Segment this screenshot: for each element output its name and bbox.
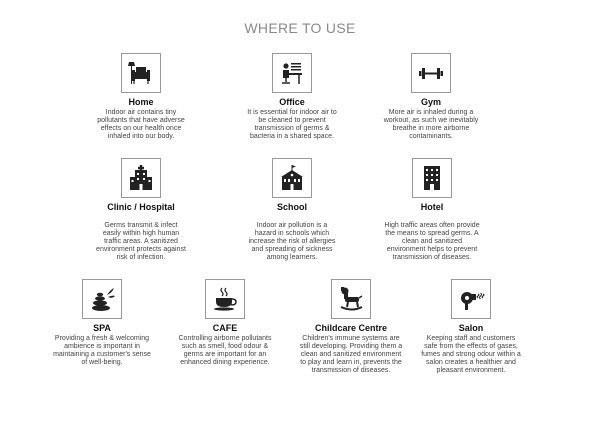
dumbbell-icon — [411, 53, 451, 93]
item-description: Indoor air pollution is a hazard in schools which increase the risk of allergies and spreading of sickness among learners. — [248, 222, 336, 261]
armchair-lamp-icon — [121, 53, 161, 93]
use-case-spa — [52, 279, 152, 367]
use-case-clinic-hospital — [95, 158, 187, 262]
item-description: Children's immune systems are still developing. Providing them a clean and sanitized environment to play and learn in, prevents the transmission of diseases. — [299, 335, 403, 374]
item-title: SPA — [93, 323, 111, 333]
use-case-office — [246, 53, 338, 141]
item-description: Controlling airborne pollutants such as smell, food odour & germs are important for an enhanced dining experience. — [178, 335, 272, 366]
use-case-hotel — [384, 158, 480, 262]
item-title: Salon — [458, 323, 484, 333]
item-description: Germs transmit & infect easily within high human traffic areas. A sanitized environment protects against risk of infection. — [96, 222, 186, 261]
hospital-icon — [121, 158, 161, 198]
school-building-icon — [272, 158, 312, 198]
item-description: It is essential for indoor air to be cleaned to prevent transmission of germs & bacteria in a shared space. — [247, 109, 337, 140]
item-title: CAFE — [212, 323, 238, 333]
item-description: More air is inhaled during a workout, as such we inevitably breathe in more airborne contaminants. — [383, 109, 479, 140]
office-worker-icon — [272, 53, 312, 93]
hair-dryer-icon — [451, 279, 491, 319]
item-title: Clinic / Hospital — [107, 202, 175, 212]
hotel-building-icon — [412, 158, 452, 198]
item-title: School — [276, 202, 307, 212]
rocking-horse-icon — [331, 279, 371, 319]
item-title: Office — [279, 97, 305, 107]
use-case-school — [246, 158, 338, 262]
item-description: High traffic areas often provide the means to spread germs. A clean and sanitized environment helps to prevent transmission of diseases. — [384, 222, 480, 261]
use-case-home — [95, 53, 187, 141]
coffee-cup-icon — [205, 279, 245, 319]
item-description: Keeping staff and customers safe from the effects of gases, fumes and strong odour within a salon creates a healthier and pleasant environment. — [421, 335, 521, 374]
use-case-childcare-centre — [297, 279, 405, 375]
spa-stones-icon — [82, 279, 122, 319]
item-title: Childcare Centre — [314, 323, 388, 333]
use-case-gym — [380, 53, 482, 141]
item-title: Hotel — [420, 202, 444, 212]
item-description: Indoor air contains tiny pollutants that have adverse effects on our health once inhaled into our body. — [97, 109, 185, 140]
item-description: Providing a fresh & welcoming ambience is important in maintaining a customer's sense of well-being. — [53, 335, 151, 366]
use-case-cafe — [175, 279, 275, 367]
page-title: WHERE TO USE — [244, 20, 356, 36]
item-title: Home — [128, 97, 154, 107]
use-case-salon — [420, 279, 522, 375]
item-title: Gym — [420, 97, 441, 107]
